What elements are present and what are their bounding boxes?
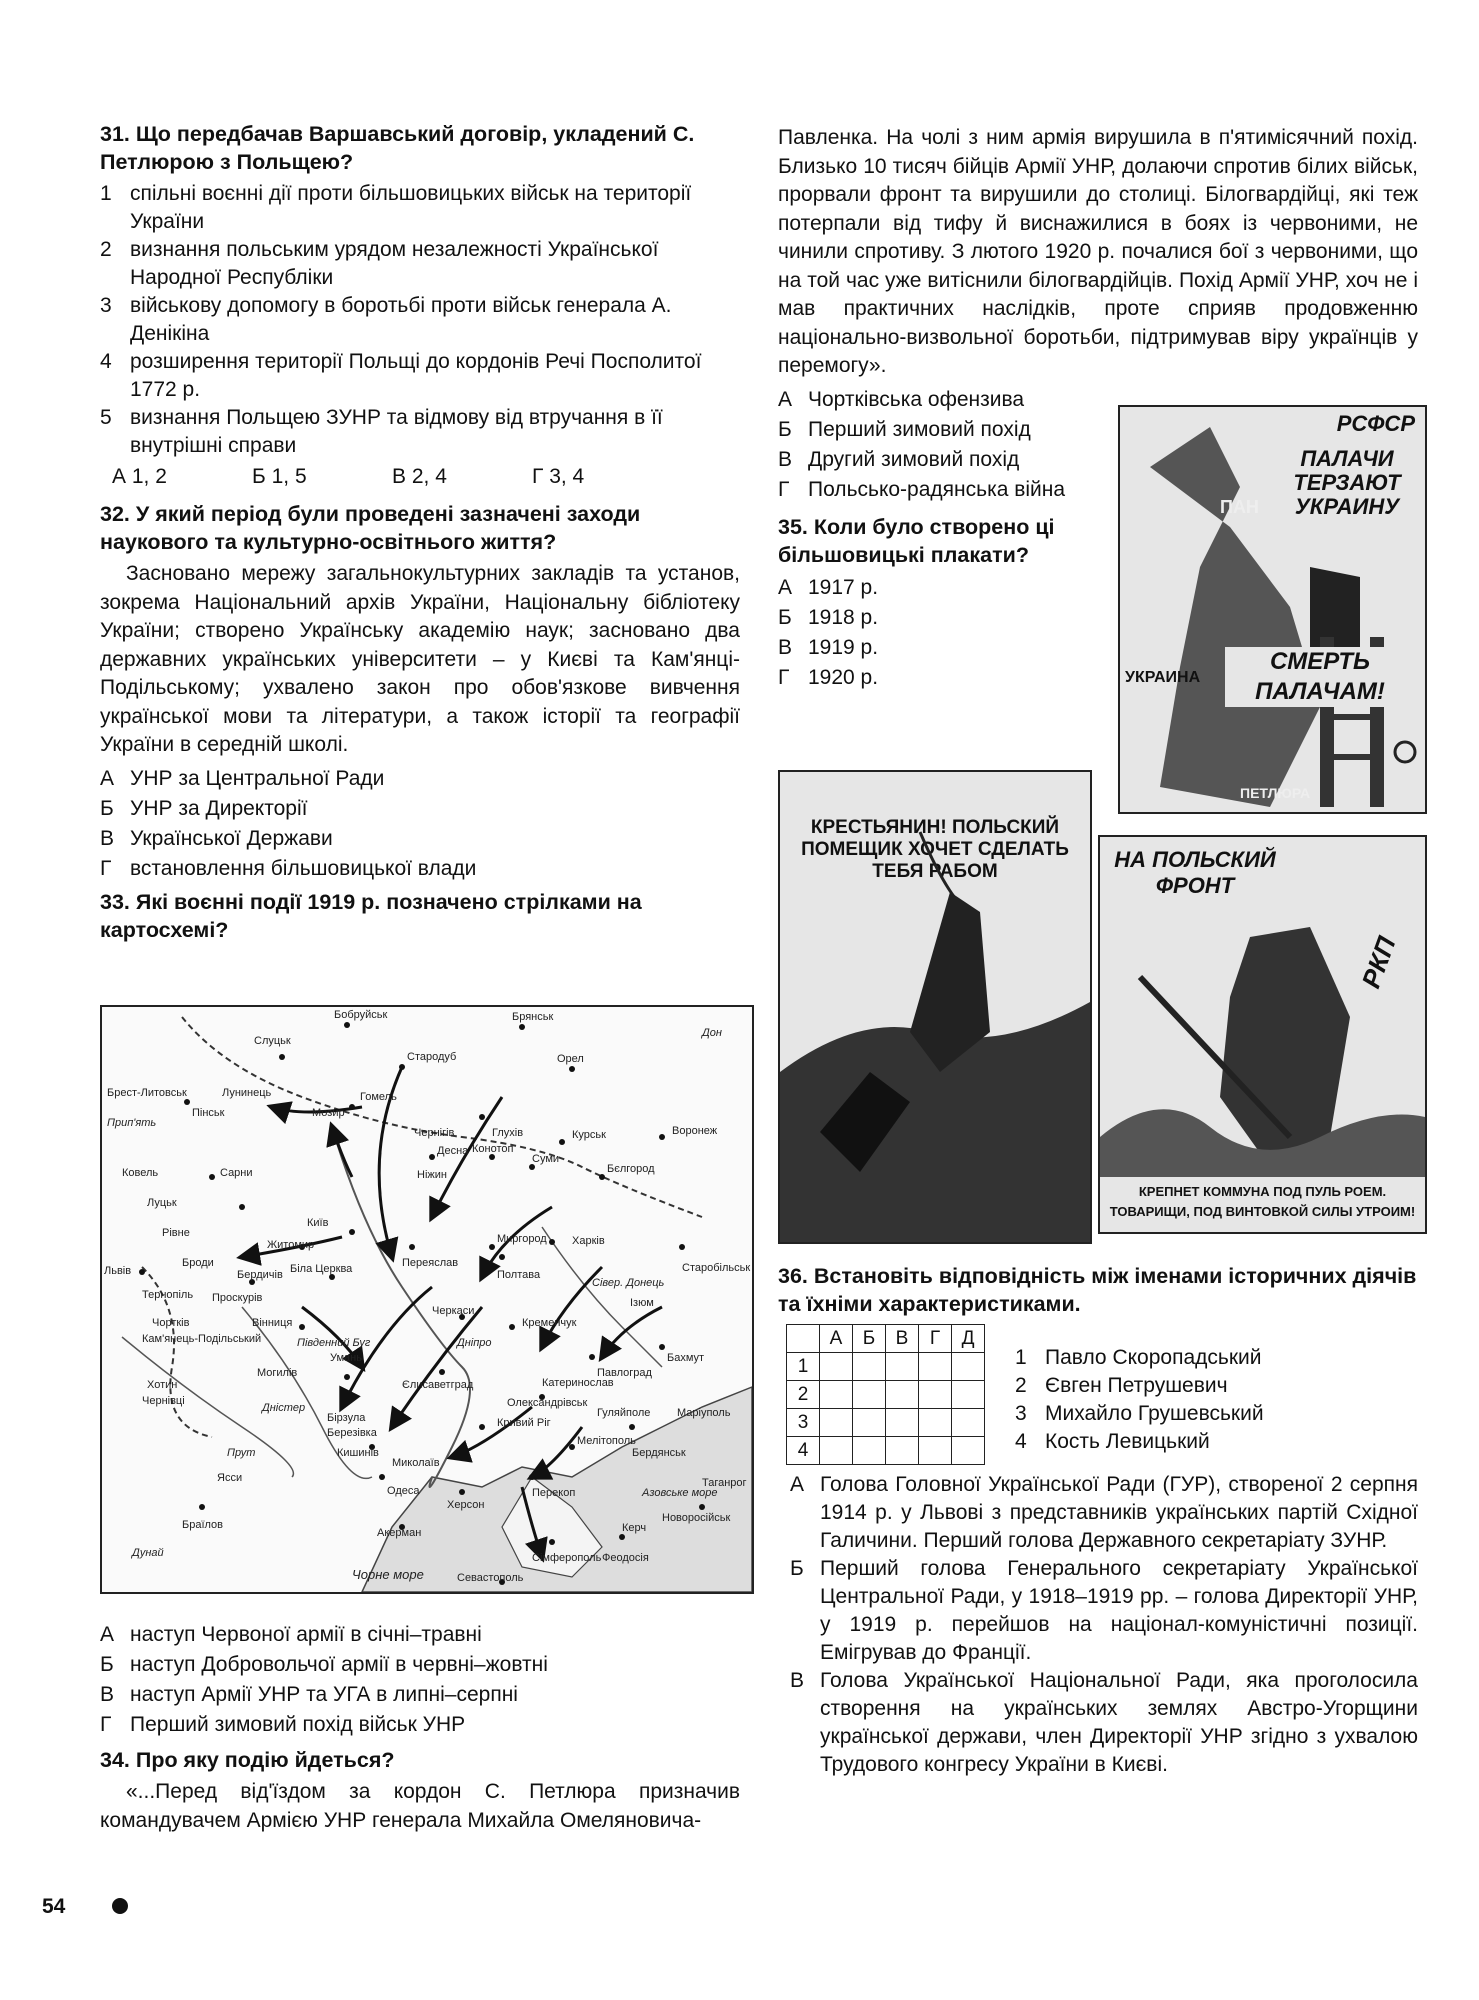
answer-d[interactable]: Г 3, 4 <box>532 465 585 488</box>
map-label: Переяслав <box>402 1257 459 1269</box>
answer-item[interactable]: А Чортківська офензива <box>778 387 1025 411</box>
map-label: Бєлгород <box>607 1163 655 1175</box>
map-label: Дунай <box>132 1547 164 1559</box>
map-label: Кишинів <box>337 1447 379 1459</box>
map-label: Старобільськ <box>682 1262 751 1274</box>
map-label: Брянськ <box>512 1011 554 1023</box>
answer-grid <box>786 1324 985 1465</box>
answer-item[interactable]: А УНР за Центральної Ради <box>100 766 385 790</box>
map-label: Чортків <box>152 1317 190 1329</box>
poster-palachi: РСФСР ПАЛАЧИ ТЕРЗАЮТ УКРАИНУ ПАН УКРАИНА СМЕРТЬ ПАЛАЧАМ! ПЕТЛЮРА <box>1118 405 1427 814</box>
answer-item[interactable]: Г Перший зимовий похід військ УНР <box>100 1713 466 1736</box>
map-label: Кам'янець-Подільський <box>142 1333 262 1345</box>
map-label: Орел <box>557 1053 584 1065</box>
question-32 <box>100 500 740 884</box>
map-label: Рівне <box>162 1227 190 1239</box>
poster-krestyanin: КРЕСТЬЯНИН! ПОЛЬСКИЙ ПОМЕЩИК ХОЧЕТ СДЕЛАТЬ ТЕБЯ РАБОМ <box>778 770 1092 1244</box>
map-label: Гомель <box>360 1091 397 1103</box>
answer-item[interactable]: Г 1920 р. <box>778 665 879 689</box>
answer-item[interactable]: Г Польсько-радянська війна <box>778 477 1066 501</box>
grid-cell[interactable] <box>919 1353 952 1381</box>
poster-illustration <box>1120 407 1425 812</box>
map-label: Кременчук <box>522 1317 577 1329</box>
answer-item[interactable]: В наступ Армії УНР та УГА в липні–серпні <box>100 1683 518 1706</box>
map-label: Бердянськ <box>632 1447 686 1459</box>
grid-cell[interactable] <box>886 1353 919 1381</box>
answer-item[interactable]: Г встановлення більшовицької влади <box>100 856 477 880</box>
answer-b[interactable]: Б 1, 5 <box>252 465 307 488</box>
map-label: Бахмут <box>667 1352 705 1364</box>
grid-cell[interactable] <box>853 1353 886 1381</box>
grid-cell[interactable] <box>919 1409 952 1437</box>
map-label: Севастополь <box>457 1572 524 1584</box>
map-label: Бердичів <box>237 1269 283 1281</box>
map-label: Дністер <box>262 1402 306 1414</box>
map-label: Сівер. Донець <box>592 1277 665 1289</box>
answer-item[interactable]: Б УНР за Директорії <box>100 796 308 820</box>
question-36 <box>778 1262 1418 1779</box>
map-label: Могилів <box>257 1367 298 1379</box>
map-label: Миргород <box>497 1233 547 1245</box>
map-label: Перекоп <box>532 1487 576 1499</box>
characteristic-item: В Голова Української Національної Ради, яка проголосила створення на українських землях Австро-Угорщини української держави, член Директорії УНР згідно з ухвалою Трудового конгресу України в Києві. <box>790 1669 1418 1776</box>
question-34-title: 34. Про яку подію йдеться? <box>100 1748 395 1772</box>
map-label: Слуцьк <box>254 1035 291 1047</box>
map-label: Житомир <box>267 1239 315 1251</box>
page-number: 54 <box>42 1895 66 1918</box>
map-label: Південний Буг <box>297 1337 371 1349</box>
poster-illustration <box>780 772 1090 1242</box>
map-label: Дніпро <box>457 1337 492 1349</box>
map-label: Тернопіль <box>142 1289 194 1301</box>
map-label: Воронеж <box>672 1125 718 1137</box>
grid-cell[interactable] <box>886 1437 919 1465</box>
map-label: Стародуб <box>407 1051 457 1063</box>
map-label: Кривий Ріг <box>497 1417 551 1429</box>
grid-col-header: Г <box>919 1325 952 1353</box>
names-list <box>1015 1344 1264 1456</box>
map-label: Десна <box>437 1145 469 1157</box>
grid-cell[interactable] <box>820 1381 853 1409</box>
map-label: Суми <box>532 1153 560 1165</box>
grid-cell[interactable] <box>820 1409 853 1437</box>
map-label: Херсон <box>447 1499 485 1511</box>
map-label: Новоросійськ <box>662 1512 731 1524</box>
grid-col-header: Б <box>853 1325 886 1353</box>
grid-cell[interactable] <box>853 1381 886 1409</box>
map-label: Прип'ять <box>107 1117 157 1129</box>
answer-item[interactable]: В Другий зимовий похід <box>778 447 1020 471</box>
question-36-title: 36. Встановіть відповідність між іменами історичних діячів та їхніми характеристиками. <box>778 1264 1417 1316</box>
map-label: Ясси <box>217 1472 243 1484</box>
left-column <box>100 120 740 948</box>
answer-item[interactable]: А наступ Червоної армії в січні–травні <box>100 1623 482 1646</box>
map-label: Луцьк <box>147 1197 177 1209</box>
map-label: Львів <box>104 1265 132 1277</box>
poster-illustration <box>1100 837 1425 1232</box>
answer-item[interactable]: Б Перший зимовий похід <box>778 417 1031 441</box>
question-31 <box>100 120 740 492</box>
map-label: Умань <box>330 1352 362 1364</box>
map-label: Акерман <box>377 1527 422 1539</box>
grid-col-header: В <box>886 1325 919 1353</box>
map-label: Броди <box>182 1257 214 1269</box>
historical-map <box>100 1005 754 1594</box>
option-item: 4 розширення території Польщі до кордонів Речі Посполитої 1772 р. <box>100 350 702 401</box>
grid-cell[interactable] <box>853 1437 886 1465</box>
map-label: Сарни <box>220 1167 253 1179</box>
grid-cell[interactable] <box>820 1353 853 1381</box>
name-item: 2 Євген Петрушевич <box>1015 1374 1228 1397</box>
question-33 <box>100 888 740 944</box>
map-label: Пінськ <box>192 1107 225 1119</box>
map-label: Лунинець <box>222 1087 272 1099</box>
characteristics-list <box>790 1471 1418 1779</box>
map-label: Ніжин <box>417 1169 447 1181</box>
question-33-answers <box>100 1620 740 1839</box>
option-item: 2 визнання польським урядом незалежності Української Народної Республіки <box>100 238 659 289</box>
map-label: Гуляйполе <box>597 1407 651 1419</box>
grid-cell[interactable] <box>952 1353 985 1381</box>
characteristic-item: А Голова Головної Української Ради (ГУР), створеної 2 серпня 1914 р. у Львові з представників українських партій Східної Галичини. Перший голова Державного секретаріату ЗУНР. <box>790 1473 1418 1552</box>
map-label: Брест-Литовськ <box>107 1087 187 1099</box>
name-item: 4 Кость Левицький <box>1015 1430 1210 1453</box>
map-label: Олександрівськ <box>507 1397 588 1409</box>
map-label: Чернівці <box>142 1395 185 1407</box>
grid-cell[interactable] <box>820 1437 853 1465</box>
map-label: Чорне море <box>352 1567 424 1582</box>
name-item: 1 Павло Скоропадський <box>1015 1346 1262 1369</box>
question-34-text-cont: Павленка. На чолі з ним армія вирушила в п'ятимісячний похід. Близько 10 тисяч бійців Армії УНР, долаючи спротив білих військ, прорвали фронт та вирушили до столиці. Білогвардійці, які теж потерпали від тифу й виснажилися в боях із червоними, не чинили спротиву. З лютого 1920 р. почалися бої з червоними, що на той час уже витіснили білогвардійців. Похід Армії УНР, хоч не і мав практичних наслідків, проте сприяв продовженню національно-визвольної боротьби, підтримував віру українців у перемогу». <box>778 126 1418 377</box>
grid-corner <box>787 1325 820 1353</box>
map-label: Харків <box>572 1235 605 1247</box>
question-32-text: Засновано мережу загальнокультурних закладів та установ, зокрема Національний архів України, Національну бібліотеку України; створено Українську академію наук; засновано два державних українських університети – у Києві та Кам'янці-Подільському; ухвалено закон про обов'язкове вивчення української мови та літератури, а також історії та географії України в середній школі. <box>100 562 740 756</box>
poster-polskiy-front: НА ПОЛЬСКИЙ ФРОНТ РКП КРЕПНЕТ КОММУНА ПОД ПУЛЬ РОЕМ. ТОВАРИЩИ, ПОД ВИНТОВКОЙ СИЛЫ УТРОИМ! <box>1098 835 1427 1234</box>
map-label: Чернігів <box>414 1127 455 1139</box>
map-label: Курськ <box>572 1129 606 1141</box>
map-label: Сімферополь <box>532 1552 602 1564</box>
map-label: Бобруйськ <box>334 1009 388 1021</box>
map-label: Єлисаветград <box>402 1379 474 1391</box>
option-item: 1 спільні воєнні дії проти більшовицьких військ на території України <box>100 182 692 233</box>
map-label: Полтава <box>497 1269 541 1281</box>
question-31-title: 31. Що передбачав Варшавський договір, укладений С. Петлюрою з Польщею? <box>100 122 695 174</box>
map-label: Маріуполь <box>677 1407 731 1419</box>
map-label: Феодосія <box>602 1552 649 1564</box>
grid-cell[interactable] <box>886 1381 919 1409</box>
answer-item[interactable]: В Української Держави <box>100 826 333 850</box>
answer-a[interactable]: А 1, 2 <box>112 465 167 488</box>
map-label: Глухів <box>492 1127 524 1139</box>
answer-item[interactable]: А 1917 р. <box>778 575 879 599</box>
grid-row-header: 1 <box>787 1353 820 1381</box>
map-label: Мелітополь <box>577 1435 636 1447</box>
question-34-text-start: «...Перед від'їздом за кордон С. Петлюра призначив командувачем Армією УНР генерала Михайла Омеляновича- <box>100 1780 740 1832</box>
map-label: Бірзула <box>327 1412 366 1424</box>
map-label: Березівка <box>327 1427 377 1439</box>
grid-cell[interactable] <box>886 1409 919 1437</box>
map-label: Прут <box>227 1447 256 1459</box>
option-item: 3 військову допомогу в боротьбі проти військ генерала А. Денікіна <box>100 294 672 345</box>
map-label: Хотин <box>147 1379 178 1391</box>
grid-row-header: 3 <box>787 1409 820 1437</box>
grid-cell[interactable] <box>952 1409 985 1437</box>
grid-cell[interactable] <box>853 1409 886 1437</box>
grid-cell[interactable] <box>919 1437 952 1465</box>
option-item: 5 визнання Польщею ЗУНР та відмову від втручання в її внутрішні справи <box>100 406 663 457</box>
map-label: Азовське море <box>642 1487 718 1499</box>
map-label: Дон <box>702 1027 722 1039</box>
map-label: Павлоград <box>597 1367 652 1379</box>
map-label: Черкаси <box>432 1305 475 1317</box>
grid-col-header: А <box>820 1325 853 1353</box>
characteristic-item: Б Перший голова Генерального секретаріату Української Центральної Ради, у 1918–1919 рр. – голова Директорії УНР, у 1919 р. перейшов на націонал-комуністичні позиції. Емігрував до Франції. <box>790 1557 1418 1664</box>
question-32-title: 32. У який період були проведені зазначені заходи наукового та культурно-освітнього життя? <box>100 502 641 554</box>
map-label: Керч <box>622 1522 647 1534</box>
map-drawing <box>102 1007 752 1592</box>
map-label: Проскурів <box>212 1292 263 1304</box>
name-item: 3 Михайло Грушевський <box>1015 1402 1264 1425</box>
grid-row-header: 4 <box>787 1437 820 1465</box>
question-33-title: 33. Які воєнні події 1919 р. позначено стрілками на картосхемі? <box>100 889 642 942</box>
grid-cell[interactable] <box>952 1437 985 1465</box>
page-dot <box>112 1898 128 1914</box>
grid-cell[interactable] <box>952 1381 985 1409</box>
map-label: Браїлов <box>182 1519 224 1531</box>
answer-item[interactable]: В 1919 р. <box>778 635 879 659</box>
grid-cell[interactable] <box>919 1381 952 1409</box>
map-label: Мозир <box>312 1107 345 1119</box>
answer-item[interactable]: Б 1918 р. <box>778 605 879 629</box>
map-label: Біла Церква <box>290 1263 353 1275</box>
map-label: Ізюм <box>630 1297 654 1309</box>
map-label: Таганрог <box>702 1477 747 1489</box>
map-label: Конотоп <box>472 1143 514 1155</box>
answer-c[interactable]: В 2, 4 <box>392 465 447 488</box>
answer-choices <box>112 462 740 492</box>
map-label: Миколаїв <box>392 1457 440 1469</box>
map-label: Вінниця <box>252 1317 293 1329</box>
grid-col-header: Д <box>952 1325 985 1353</box>
grid-row-header: 2 <box>787 1381 820 1409</box>
question-35-title: 35. Коли було створено ці більшовицькі плакати? <box>778 514 1055 567</box>
map-label: Ковель <box>122 1167 159 1179</box>
map-label: Катеринослав <box>542 1377 614 1389</box>
answer-item[interactable]: Б наступ Добровольчої армії в червні–жовтні <box>100 1653 548 1676</box>
map-label: Київ <box>307 1217 329 1229</box>
map-label: Одеса <box>387 1485 420 1497</box>
